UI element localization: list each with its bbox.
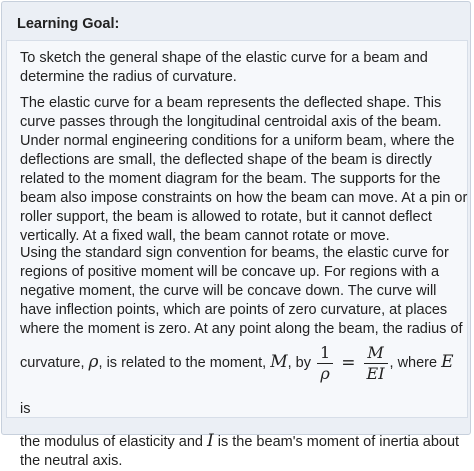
- where-text: , where: [389, 355, 438, 371]
- modulus-text: the modulus of elasticity and: [20, 434, 203, 451]
- elastic-curve-paragraph: The elastic curve for a beam represents the deflected shape. This curve passes through the longitudinal centroidal axis of the beam. Under normal engineering conditions for a uniform beam, where the deflections are small, the deflected shape of the beam is directly related to the moment diagram for the beam. The supports for the beam also impose constraints on how the beam can move. At a pin or roller support, the beam is allowed to rotate, but it cannot deflect vertically. At a fixed wall, the beam cannot rotate or move.: [20, 95, 468, 244]
- modulus-symbol: E: [441, 352, 454, 372]
- is-text: is: [20, 401, 31, 418]
- inertia-symbol: I: [207, 431, 214, 452]
- moment-over-ei-fraction: [364, 343, 388, 384]
- goal-paragraph: To sketch the general shape of the elastic curve for a beam and determine the radius of curvature.: [20, 50, 428, 85]
- moment-symbol: M: [270, 352, 288, 372]
- content-box: [6, 40, 468, 470]
- fraction-numerator-one: 1: [317, 343, 333, 364]
- fraction-denominator-rho: ρ: [320, 363, 330, 383]
- by-text: , by: [287, 355, 311, 371]
- rho-symbol: ρ: [88, 352, 99, 372]
- panel-title: Learning Goal:: [17, 16, 120, 32]
- formula-line: [20, 339, 468, 432]
- equals-sign: =: [341, 353, 356, 374]
- inverse-rho-fraction: [317, 343, 333, 384]
- fraction-denominator-ei: EI: [366, 363, 385, 383]
- curvature-text: curvature,: [20, 355, 85, 371]
- convention-text: Using the standard sign convention for beams, the elastic curve for regions of positive moment will be concave up. For regions with a negative moment, the curve will be concave down. The curve will have inflection points, which are points of zero curvature, at places where the moment is zero. At any point along the beam, the radius of: [20, 245, 463, 337]
- learning-goal-panel: [1, 1, 471, 470]
- inertia-text: is the beam's moment of inertia about the neutral axis.: [20, 434, 460, 470]
- fraction-numerator-m: M: [364, 343, 388, 364]
- related-text: , is related to the moment,: [98, 355, 267, 371]
